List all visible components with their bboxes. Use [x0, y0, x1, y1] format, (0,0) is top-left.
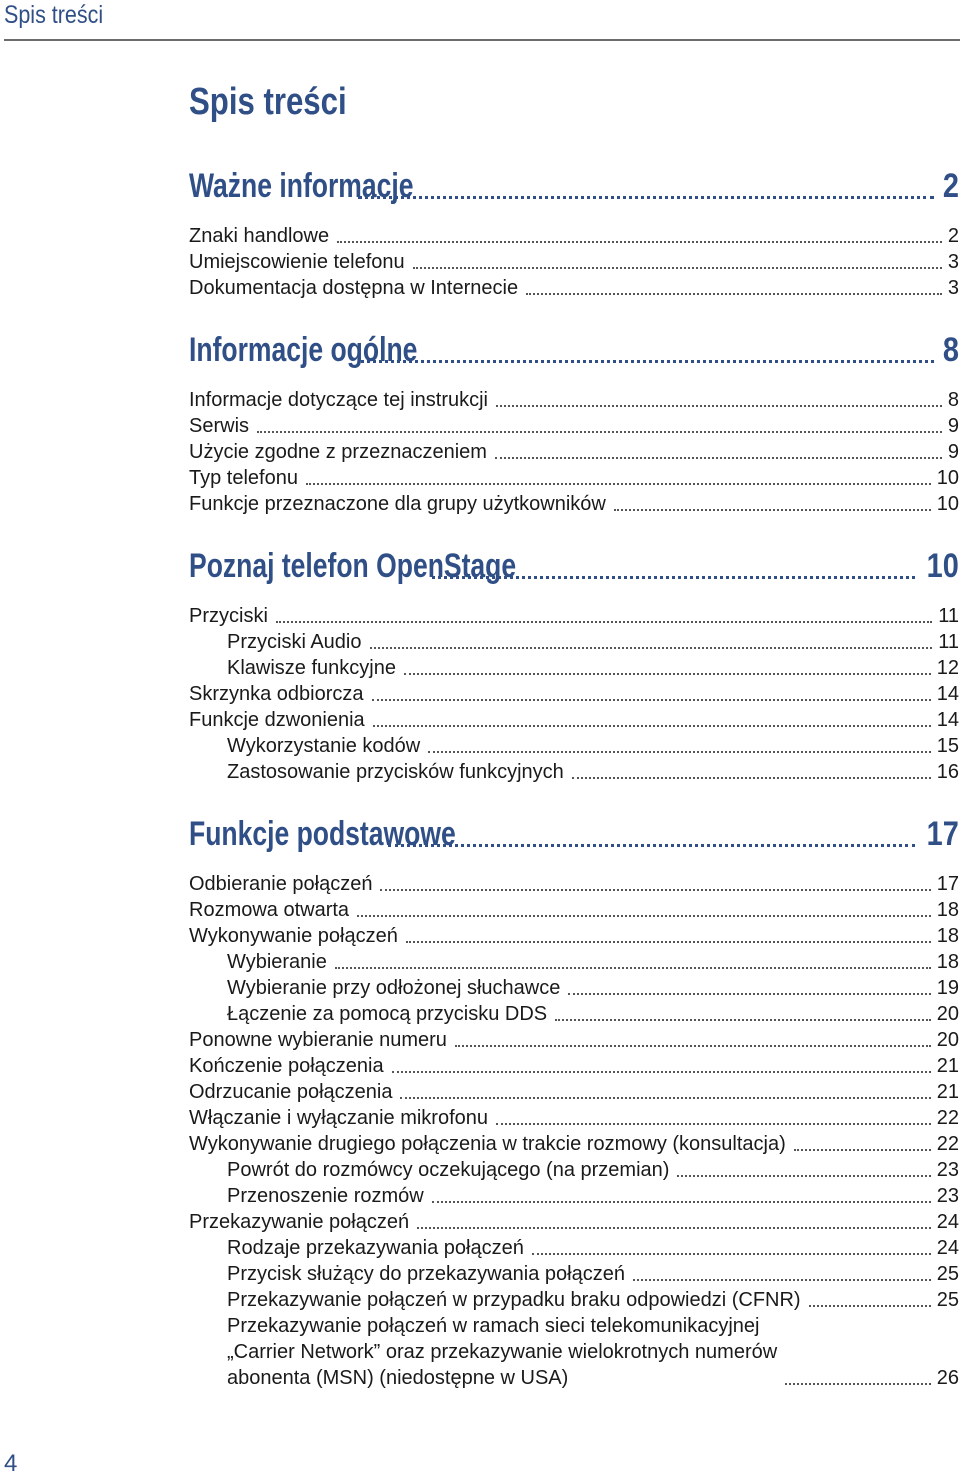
toc-entry[interactable]	[189, 275, 959, 301]
toc-leader-dots	[392, 1071, 931, 1073]
toc-page-number: 19	[936, 977, 959, 999]
toc-chapter-funkcje-podstawowe[interactable]	[189, 812, 959, 856]
toc-entry-label: Rodzaje przekazywania połączeń	[227, 1237, 524, 1259]
toc-page-number: 25	[936, 1289, 959, 1311]
toc-chapter-label: Informacje ogólne	[189, 331, 418, 369]
toc-leader-dots	[428, 751, 931, 753]
toc-entry-label: Odbieranie połączeń	[189, 873, 373, 895]
toc-leader-dots	[306, 483, 931, 485]
toc-leader-dots	[406, 941, 931, 943]
toc-entry-label: Wykonywanie połączeń	[189, 925, 398, 947]
toc-entry-label: Typ telefonu	[189, 467, 298, 489]
toc-subentry[interactable]	[189, 655, 959, 681]
toc-entry[interactable]	[189, 1053, 959, 1079]
toc-entry-label: Wybieranie	[227, 951, 327, 973]
toc-entry-label: Użycie zgodne z przeznaczeniem	[189, 441, 487, 463]
toc-leader-dots	[276, 621, 932, 623]
toc-leader-dots	[785, 1383, 931, 1385]
toc-page-number: 24	[936, 1237, 959, 1259]
toc-leader-dots	[370, 647, 933, 649]
toc-leader-dots	[388, 844, 915, 847]
toc-entry-label: Skrzynka odbiorcza	[189, 683, 364, 705]
toc-entry[interactable]	[189, 1209, 959, 1235]
toc-entry-label: Dokumentacja dostępna w Internecie	[189, 277, 519, 299]
toc-page-number: 9	[947, 415, 959, 437]
toc-entry-label: Wykonywanie drugiego połączenia w trakcie rozmowy (konsultacja)	[189, 1133, 786, 1155]
toc-leader-dots	[373, 725, 931, 727]
toc-entry-label: Powrót do rozmówcy oczekującego (na przemian)	[227, 1159, 670, 1181]
toc-entry[interactable]	[189, 1105, 959, 1131]
page-title: Spis treści	[189, 81, 347, 123]
toc-entry-label: Klawisze funkcyjne	[227, 657, 396, 679]
toc-entry-label: Przyciski	[189, 605, 268, 627]
toc-chapter-label: Funkcje podstawowe	[189, 815, 456, 853]
toc-entry-label: Rozmowa otwarta	[189, 899, 350, 921]
toc-page-number: 15	[936, 735, 959, 757]
toc-page-number: 3	[947, 277, 959, 299]
toc-entry[interactable]	[189, 707, 959, 733]
toc-entry-label: Łączenie za pomocą przycisku DDS	[227, 1003, 548, 1025]
toc-leader-dots	[568, 993, 930, 995]
toc-page-number: 9	[947, 441, 959, 463]
toc-subentry[interactable]	[189, 975, 959, 1001]
toc-entry-label: Umiejscowienie telefonu	[189, 251, 405, 273]
toc-leader-dots	[400, 1097, 930, 1099]
toc-chapter-wazne-informacje[interactable]	[189, 164, 959, 208]
toc-page-number: 14	[936, 683, 959, 705]
toc-page-number: 22	[936, 1107, 959, 1129]
toc-page-number: 26	[936, 1367, 959, 1389]
toc-entry[interactable]	[189, 603, 959, 629]
toc-leader-dots	[413, 267, 942, 269]
toc-entry-label: Wybieranie przy odłożonej słuchawce	[227, 977, 561, 999]
toc-subentry[interactable]	[189, 1287, 959, 1313]
toc-page-number: 2	[942, 167, 959, 205]
toc-page-number: 18	[936, 951, 959, 973]
toc-leader-dots	[358, 196, 934, 199]
toc-page-number: 8	[942, 331, 959, 369]
toc-entry[interactable]	[189, 387, 959, 413]
toc-entry-label: Zastosowanie przycisków funkcyjnych	[227, 761, 564, 783]
toc-page-number: 10	[936, 493, 959, 515]
toc-subentry-multiline[interactable]	[189, 1313, 959, 1391]
toc-leader-dots	[455, 1045, 931, 1047]
toc-page-number: 23	[936, 1185, 959, 1207]
toc-entry[interactable]	[189, 871, 959, 897]
toc-page-number: 18	[936, 925, 959, 947]
toc-page-number: 11	[938, 605, 959, 627]
toc-entry[interactable]	[189, 1027, 959, 1053]
toc-leader-dots	[614, 509, 931, 511]
toc-chapter-label: Ważne informacje	[189, 167, 414, 205]
toc-subentry[interactable]	[189, 949, 959, 975]
toc-entry[interactable]	[189, 223, 959, 249]
toc-chapter-label: Poznaj telefon OpenStage	[189, 547, 517, 585]
toc-subentry[interactable]	[189, 1001, 959, 1027]
toc-entry[interactable]	[189, 249, 959, 275]
toc-leader-dots	[372, 699, 931, 701]
toc-subentry[interactable]	[189, 1261, 959, 1287]
toc-entry[interactable]	[189, 491, 959, 517]
toc-page-number: 3	[947, 251, 959, 273]
toc-subentry[interactable]	[189, 1235, 959, 1261]
toc-entry[interactable]	[189, 413, 959, 439]
toc-page-number: 10	[936, 467, 959, 489]
toc-page-number: 21	[936, 1081, 959, 1103]
toc-leader-dots	[496, 1123, 931, 1125]
toc-page-number: 2	[947, 225, 959, 247]
toc-leader-dots	[380, 889, 930, 891]
toc-entry-label: Znaki handlowe	[189, 225, 330, 247]
toc-leader-dots	[361, 360, 934, 363]
toc-leader-dots	[404, 673, 931, 675]
toc-subentry[interactable]	[189, 733, 959, 759]
toc-entry-label: Przekazywanie połączeń	[189, 1211, 410, 1233]
toc-leader-dots	[532, 1253, 931, 1255]
toc-subentry[interactable]	[189, 1157, 959, 1183]
toc-page-number: 17	[936, 873, 959, 895]
toc-entry-label: Informacje dotyczące tej instrukcji	[189, 389, 489, 411]
toc-page-number: 14	[936, 709, 959, 731]
toc-page-number: 11	[938, 631, 959, 653]
toc-subentry[interactable]	[189, 1183, 959, 1209]
toc-leader-dots	[337, 241, 942, 243]
toc-entry-label: Serwis	[189, 415, 250, 437]
toc-entry-label	[189, 1313, 777, 1391]
toc-page-number: 23	[936, 1159, 959, 1181]
toc-chapter-informacje-ogolne[interactable]	[189, 328, 959, 372]
toc-leader-dots	[809, 1305, 931, 1307]
toc-entry-label: Przycisk służący do przekazywania połączeń	[227, 1263, 625, 1285]
toc-leader-dots	[555, 1019, 931, 1021]
toc-page-number: 18	[936, 899, 959, 921]
page-number: 4	[4, 1450, 18, 1477]
toc-entry[interactable]	[189, 923, 959, 949]
toc-entry-label: Funkcje dzwonienia	[189, 709, 365, 731]
toc-entry-label: Ponowne wybieranie numeru	[189, 1029, 447, 1051]
toc-entry-label: Przenoszenie rozmów	[227, 1185, 424, 1207]
toc-leader-dots	[335, 967, 931, 969]
toc-entry[interactable]	[189, 681, 959, 707]
toc-page-number: 12	[936, 657, 959, 679]
toc-entry-label: Kończenie połączenia	[189, 1055, 384, 1077]
toc-page-number: 22	[936, 1133, 959, 1155]
toc-leader-dots	[794, 1149, 931, 1151]
toc-subentry[interactable]	[189, 629, 959, 655]
toc-page-number: 25	[936, 1263, 959, 1285]
toc-leader-dots	[526, 293, 942, 295]
toc-entry-label-line: Przekazywanie połączeń w ramach sieci telekomunikacyjnej	[227, 1315, 760, 1337]
toc-entry[interactable]	[189, 465, 959, 491]
toc-page-number: 10	[926, 547, 959, 585]
toc-leader-dots	[432, 1201, 931, 1203]
toc-entry-label: Przekazywanie połączeń w przypadku braku odpowiedzi (CFNR)	[227, 1289, 801, 1311]
toc-entry-label-line: „Carrier Network” oraz przekazywanie wielokrotnych numerów	[227, 1341, 778, 1363]
toc-entry[interactable]	[189, 1079, 959, 1105]
toc-page-number: 16	[936, 761, 959, 783]
toc-page-number: 21	[936, 1055, 959, 1077]
running-header: Spis treści	[4, 1, 104, 29]
toc-leader-dots	[495, 457, 942, 459]
toc-entry[interactable]	[189, 439, 959, 465]
toc-entry-label: Odrzucanie połączenia	[189, 1081, 393, 1103]
toc-page-number: 8	[947, 389, 959, 411]
toc-leader-dots	[677, 1175, 930, 1177]
toc-entry-label: Wykorzystanie kodów	[227, 735, 421, 757]
header-rule	[4, 39, 960, 41]
toc-subentry[interactable]	[189, 759, 959, 785]
toc-entry-label: Funkcje przeznaczone dla grupy użytkowników	[189, 493, 606, 515]
toc-leader-dots	[633, 1279, 931, 1281]
toc-page-number: 20	[936, 1029, 959, 1051]
toc-entry[interactable]	[189, 1131, 959, 1157]
toc-entry-label-line: abonenta (MSN) (niedostępne w USA)	[227, 1367, 569, 1389]
toc-entry[interactable]	[189, 897, 959, 923]
toc-chapter-poznaj-telefon[interactable]	[189, 544, 959, 588]
toc-leader-dots	[417, 1227, 931, 1229]
toc-leader-dots	[572, 777, 931, 779]
toc-leader-dots	[257, 431, 942, 433]
toc-entry-label: Przyciski Audio	[227, 631, 362, 653]
toc-entry-label: Włączanie i wyłączanie mikrofonu	[189, 1107, 489, 1129]
toc-leader-dots	[357, 915, 931, 917]
toc-page-number: 24	[936, 1211, 959, 1233]
toc-page-number: 20	[936, 1003, 959, 1025]
toc-leader-dots	[496, 405, 942, 407]
toc-page-number: 17	[926, 815, 959, 853]
